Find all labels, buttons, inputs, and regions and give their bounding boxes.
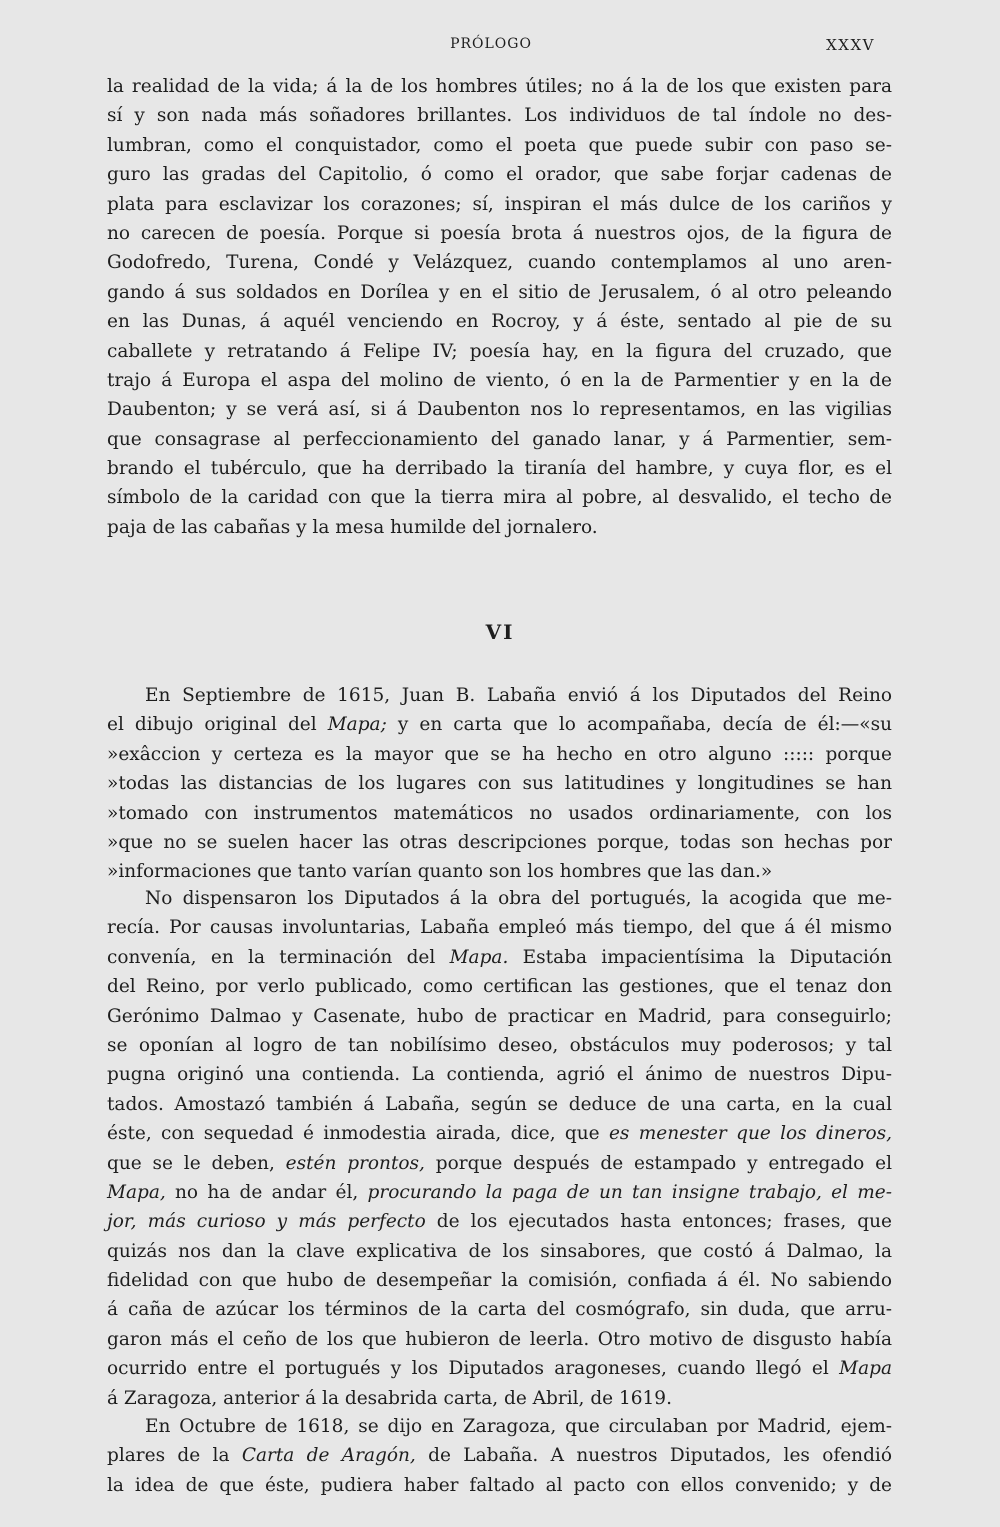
text-line: del Reino, por verlo publicado, como certifican las gestiones, que el tenaz don [107,976,892,998]
text-line: plares de la Carta de Aragón, de Labaña. A nuestros Diputados, les ofendió [107,1445,892,1467]
text-line: en las Dunas, á aquél venciendo en Rocroy, y á éste, sentado al pie de su [107,311,892,333]
italic-text: jor, más curioso y más perfecto [107,1211,426,1233]
text-line: »todas las distancias de los lugares con sus latitudines y longitudines se han [107,773,892,795]
text-line: caballete y retratando á Felipe IV; poesía hay, en la figura del cruzado, que [107,340,892,362]
text-line: brando el tubérculo, que ha derribado la tiranía del hambre, y cuya flor, es el [107,458,892,480]
text-line: »exâccion y certeza es la mayor que se ha hecho en otro alguno ::::: porque [107,743,892,765]
text-line: lumbran, como el conquistador, como el poeta que puede subir con paso se- [107,134,892,156]
running-head-title: PRÓLOGO [450,36,532,52]
text-line: que se le deben, estén prontos, porque después de estampado y entregado el [107,1152,893,1174]
text-line: En Octubre de 1618, se dijo en Zaragoza, que circulaban por Madrid, ejem- [145,1416,892,1437]
text-line: el dibujo original del Mapa; y en carta que lo acompañaba, decía de él:—«su [107,714,892,736]
text-line: »que no se suelen hacer las otras descripciones porque, todas son hechas por [107,831,892,853]
text-line: plata para esclavizar los corazones; sí, inspiran el más dulce de los cariños y [107,193,892,215]
italic-text: procurando la paga de un tan insigne trabajo, el me- [367,1181,892,1203]
italic-text: es menester que los dineros, [608,1123,892,1145]
running-head [107,36,875,58]
text-line: la idea de que éste, pudiera haber faltado al pacto con ellos convenido; y de [107,1474,892,1496]
text-line: Gerónimo Dalmao y Casenate, hubo de practicar en Madrid, para conseguirlo; [107,1005,892,1027]
italic-text: estén prontos, [285,1152,425,1174]
text-line: garon más el ceño de los que hubieron de leerla. Otro motivo de disgusto había [107,1328,892,1350]
text-line: convenía, en la terminación del Mapa. Estaba impacientísima la Diputación [107,946,892,968]
paragraph-3 [107,884,892,1413]
text-line: guro las gradas del Capitolio, ó como el orador, que sabe forjar cadenas de [107,164,892,186]
text-line: paja de las cabañas y la mesa humilde del jornalero. [107,516,598,538]
text-line: trajo á Europa el aspa del molino de viento, ó en la de Parmentier y en la de [107,369,892,391]
text-line: Daubenton; y se verá así, si á Daubenton nos lo representamos, en las vigilias [107,399,892,421]
text-line: Godofredo, Turena, Condé y Velázquez, cuando contemplamos al uno aren- [107,252,892,274]
text-line: gando á sus soldados en Dorílea y en el sitio de Jerusalem, ó al otro peleando [107,281,892,303]
text-line: no carecen de poesía. Porque si poesía brota á nuestros ojos, de la figura de [107,222,892,244]
text-line: tados. Amostazó también á Labaña, según se deduce de una carta, en la cual [107,1093,892,1115]
text-line: fidelidad con que hubo de desempeñar la comisión, confiada á él. No sabiendo [107,1270,892,1292]
text-line: »informaciones que tanto varían quanto son los hombres que las dan.» [107,861,773,883]
text-line: á Zaragoza, anterior á la desabrida carta, de Abril, de 1619. [107,1387,672,1409]
italic-text: Mapa, [107,1181,166,1203]
italic-text: Mapa. [449,946,509,968]
italic-text: Mapa [839,1358,892,1380]
text-line: jor, más curioso y más perfecto de los ejecutados hasta entonces; frases, que [107,1211,892,1233]
section-numeral: VI [485,620,515,644]
italic-text: Carta de Aragón, [241,1445,416,1467]
text-line: recía. Por causas involuntarias, Labaña empleó más tiempo, del que á él mismo [107,917,892,939]
text-line: éste, con sequedad é inmodestia airada, dice, que es menester que los dineros, [107,1123,892,1145]
text-line: símbolo de la caridad con que la tierra mira al pobre, al desvalido, el techo de [107,487,892,509]
text-line: la realidad de la vida; á la de los hombres útiles; no á la de los que existen para [107,76,892,97]
text-line: quizás nos dan la clave explicativa de los sinsabores, que costó á Dalmao, la [107,1240,892,1262]
paragraph-2 [107,681,892,887]
paragraph-1 [107,72,892,542]
page-number: XXXV [826,36,875,54]
text-line: pugna originó una contienda. La contienda, agrió el ánimo de nuestros Dipu- [107,1064,892,1086]
text-line: En Septiembre de 1615, Juan B. Labaña envió á los Diputados del Reino [145,685,892,706]
text-line: sí y son nada más soñadores brillantes. Los individuos de tal índole no des- [107,105,892,127]
text-line: que consagrase al perfeccionamiento del ganado lanar, y á Parmentier, sem- [107,428,892,450]
italic-text: Mapa; [327,714,387,736]
paragraph-4 [107,1412,892,1500]
text-line: á caña de azúcar los términos de la carta del cosmógrafo, sin duda, que arru- [107,1299,892,1321]
text-line: No dispensaron los Diputados á la obra del portugués, la acogida que me- [145,888,892,909]
text-line: ocurrido entre el portugués y los Diputados aragoneses, cuando llegó el Mapa [107,1358,892,1380]
text-line: »tomado con instrumentos matemáticos no usados ordinariamente, con los [107,802,892,824]
text-line: se oponían al logro de tan nobilísimo deseo, obstáculos muy poderosos; y tal [107,1034,892,1056]
text-line: Mapa, no ha de andar él, procurando la paga de un tan insigne trabajo, el me- [107,1181,892,1203]
